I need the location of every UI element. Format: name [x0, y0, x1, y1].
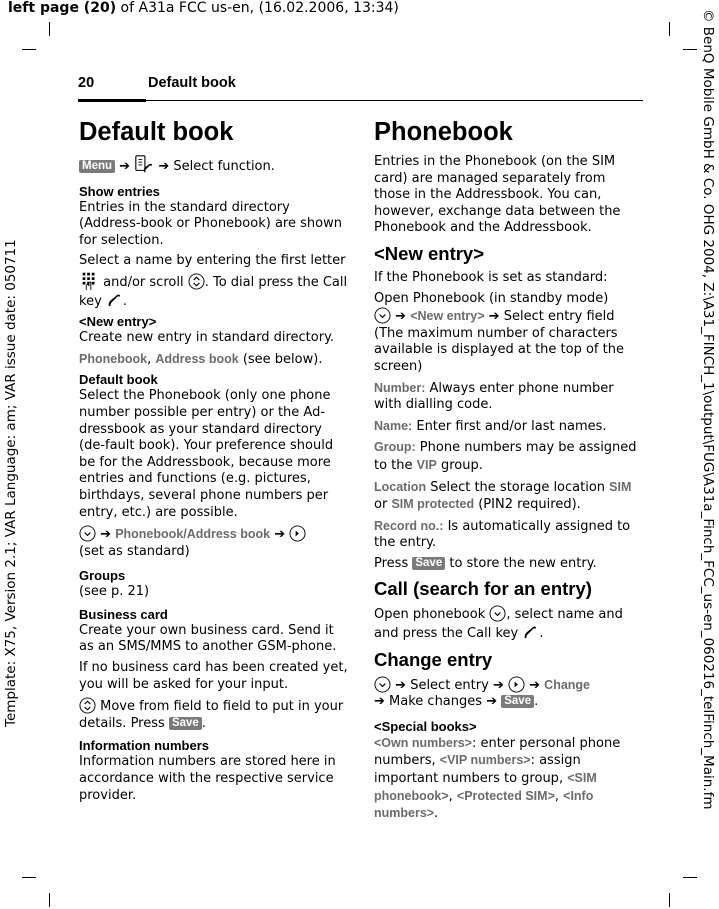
call-key-icon — [522, 624, 539, 641]
print-info-rest: of A31a FCC us-en, (16.02.2006, 13:34) — [116, 0, 399, 16]
change-entry-path — [374, 676, 642, 711]
default-book-title: Default book — [79, 372, 158, 388]
crop-mark — [669, 22, 670, 36]
right-arrow: ➔ — [492, 677, 504, 693]
new-entry-nav-label: <New entry> — [410, 309, 485, 324]
right-arrow: ➔ — [395, 309, 407, 325]
new-entry-title: <New entry> — [79, 314, 157, 330]
right-arrow: ➔ — [158, 159, 170, 174]
new-entry-p2-rest: (see below). — [238, 351, 323, 367]
save-key: Save — [169, 717, 202, 730]
vip-ref: VIP — [416, 457, 437, 472]
show-entries-title: Show entries — [79, 183, 160, 199]
show-entries-p2b: and/or scroll — [103, 274, 184, 290]
group-field-desc — [374, 439, 642, 474]
sim-ref: SIM — [609, 479, 632, 494]
special-books-title: <Special books> — [374, 718, 477, 734]
navigation-down-icon — [374, 307, 391, 324]
phonebook-intro: Entries in the Phonebook (on the SIM card) are managed separately from those in the Addressbook. You can, however, exchange data between the Phonebook and the Addressbook. — [374, 154, 621, 236]
sep: , — [448, 788, 457, 804]
period: . — [434, 806, 439, 822]
running-header — [78, 75, 236, 91]
change-label: Change — [544, 677, 591, 692]
right-arrow: ➔ — [119, 159, 131, 174]
record-label: Record no.: — [374, 518, 444, 533]
group-text-a: Phone numbers may be assigned to the — [374, 440, 637, 473]
location-text-b: (PIN2 required). — [474, 497, 581, 513]
template-info-vertical: Template: X75, Version 2.1; VAR Language: am; VAR issue date: 050711 — [3, 239, 19, 727]
new-entry-p1: Create new entry in standard directory. — [79, 330, 335, 346]
new-entry-p2 — [374, 291, 642, 376]
address-book-ref: Address book — [155, 351, 239, 366]
navigation-right-icon — [508, 676, 525, 693]
crop-mark — [683, 877, 697, 878]
select-entry-text: Select entry — [410, 677, 489, 693]
call-search-p1b: , select name and and press the Call key — [374, 607, 623, 642]
navigation-down-icon — [79, 525, 96, 542]
navigation-up-down-icon — [188, 273, 205, 290]
info-numbers-p1: Information numbers are stored here in accordance with the respective service provider. — [79, 754, 336, 803]
own-text: : enter personal phone numbers, — [374, 735, 621, 769]
default-book-nav-label: Phonebook/Address book — [115, 527, 271, 542]
press-rest: to store the new entry. — [445, 555, 597, 571]
show-entries-p2 — [79, 253, 349, 310]
groups-p1: (see p. 21) — [79, 584, 150, 600]
crop-mark — [49, 893, 50, 907]
call-search-p1a: Open phonebook — [374, 607, 486, 623]
menu-path — [79, 154, 349, 176]
show-entries-p2c: . To dial press the Call key — [79, 274, 348, 309]
contacts-icon — [134, 154, 154, 174]
default-book-p1: Select the Phonebook (only one phone number possible per entry) or the Ad-dressbook as your standard directory (de-fault book). Your preference should be for the Addressbook, because more entries and functions (e.g. pictures, birthdays, several phone numbers per entry, etc.) are possible. — [79, 388, 334, 520]
navigation-right-icon — [289, 525, 306, 542]
call-key-icon — [106, 292, 123, 309]
show-entries-p2a: Select a name by entering the first letter — [79, 253, 346, 269]
header-bar — [78, 99, 146, 102]
phonebook-ref: Phonebook — [79, 351, 148, 366]
new-entry-p1: If the Phonebook is set as standard: — [374, 269, 608, 285]
period: . — [539, 626, 544, 642]
protected-sim-ref: <Protected SIM> — [456, 788, 555, 803]
location-field-desc — [374, 479, 642, 514]
number-label: Number: — [374, 380, 426, 395]
own-numbers-ref: <Own numbers> — [374, 735, 472, 750]
running-title: Default book — [148, 75, 236, 91]
print-info-bold: left page (20) — [8, 0, 117, 16]
or: or — [374, 497, 392, 513]
default-book-nav-suffix: (set as standard) — [79, 543, 190, 559]
name-text: Enter first and/or last names. — [412, 418, 607, 434]
save-key: Save — [501, 695, 534, 708]
menu-key: Menu — [79, 160, 115, 173]
section-heading: Default book — [79, 118, 234, 146]
record-text: Is automatically assigned to the entry. — [374, 518, 631, 551]
business-card-p3a: Move from field to field to put in your details. Press — [79, 699, 344, 731]
right-arrow: ➔ — [274, 527, 286, 543]
info-numbers-ref: <Info numbers> — [374, 788, 594, 821]
new-entry-title: <New entry> — [374, 242, 485, 264]
call-search-title: Call (search for an entry) — [374, 578, 592, 600]
print-info-line — [8, 0, 399, 17]
header-rule — [146, 100, 643, 101]
right-arrow: ➔ — [374, 694, 385, 710]
show-entries-p2d: . — [122, 293, 128, 309]
name-field-desc — [374, 418, 642, 436]
menu-path-text: Select function. — [173, 159, 275, 174]
business-card-title: Business card — [79, 606, 168, 622]
group-label: Group: — [374, 440, 416, 455]
sep: , — [147, 351, 156, 367]
right-arrow: ➔ — [486, 694, 498, 710]
business-card-p3 — [79, 697, 349, 732]
number-text: Always enter phone number with dialling code. — [374, 380, 614, 413]
location-label: Location — [374, 479, 427, 494]
make-changes-text: Make changes — [389, 694, 483, 710]
new-entry-p2 — [79, 351, 349, 369]
vip-text: : assign important numbers to group, — [374, 753, 581, 787]
show-entries-p1: Entries in the standard directory (Address-book or Phonebook) are shown for selection. — [79, 199, 342, 248]
business-card-p1: Create your own business card. Send it as an SMS/MMS to another GSM-phone. — [79, 622, 337, 655]
new-entry-nav-select: Select entry field — [503, 309, 615, 325]
special-books-text — [374, 735, 642, 823]
vip-numbers-ref: <VIP numbers> — [439, 753, 531, 768]
crop-mark — [22, 877, 36, 878]
name-label: Name: — [374, 418, 413, 433]
keypad-icon — [79, 270, 99, 290]
new-entry-nav-note: (The maximum number of characters available is displayed at the top of the screen) — [374, 325, 624, 374]
sim-phonebook-ref: <SIM phonebook> — [374, 771, 597, 803]
crop-mark — [669, 893, 670, 907]
period: . — [201, 715, 206, 731]
sep: , — [554, 788, 564, 804]
save-instruction — [374, 556, 642, 573]
right-arrow: ➔ — [100, 527, 112, 543]
section-heading: Phonebook — [374, 118, 513, 146]
period: . — [534, 694, 539, 710]
navigation-up-down-icon — [79, 697, 96, 714]
number-field-desc — [374, 380, 642, 414]
location-text-a: Select the storage location — [426, 479, 610, 495]
save-key: Save — [412, 557, 445, 570]
groups-title: Groups — [79, 568, 126, 584]
change-entry-title: Change entry — [374, 648, 493, 670]
right-column — [374, 116, 642, 827]
crop-mark — [683, 49, 697, 50]
business-card-p2: If no business card has been created yet, you will be asked for your input. — [79, 660, 348, 692]
navigation-down-icon — [489, 605, 506, 622]
crop-mark — [49, 22, 50, 36]
sim-protected-ref: SIM protected — [391, 497, 475, 512]
default-book-path — [79, 525, 349, 560]
record-field-desc — [374, 518, 642, 552]
press-text: Press — [374, 555, 413, 571]
copyright-info-vertical: © BenQ Mobile GmbH & Co. OHG 2004, Z:\A31_FINCH_1\output\FUG\A31a_Finch_FCC_us-en_060216_telFinch_Main.fm — [700, 9, 716, 810]
page-number: 20 — [78, 75, 95, 91]
right-arrow: ➔ — [488, 309, 500, 325]
info-numbers-title: Information numbers — [79, 738, 210, 754]
right-arrow: ➔ — [395, 677, 407, 693]
group-text-b: group. — [436, 457, 483, 473]
navigation-down-icon — [374, 676, 391, 693]
left-column — [79, 116, 349, 808]
right-arrow: ➔ — [529, 677, 541, 693]
new-entry-open: Open Phonebook (in standby mode) — [374, 290, 609, 306]
crop-mark — [22, 49, 36, 50]
call-search-p1 — [374, 605, 642, 642]
